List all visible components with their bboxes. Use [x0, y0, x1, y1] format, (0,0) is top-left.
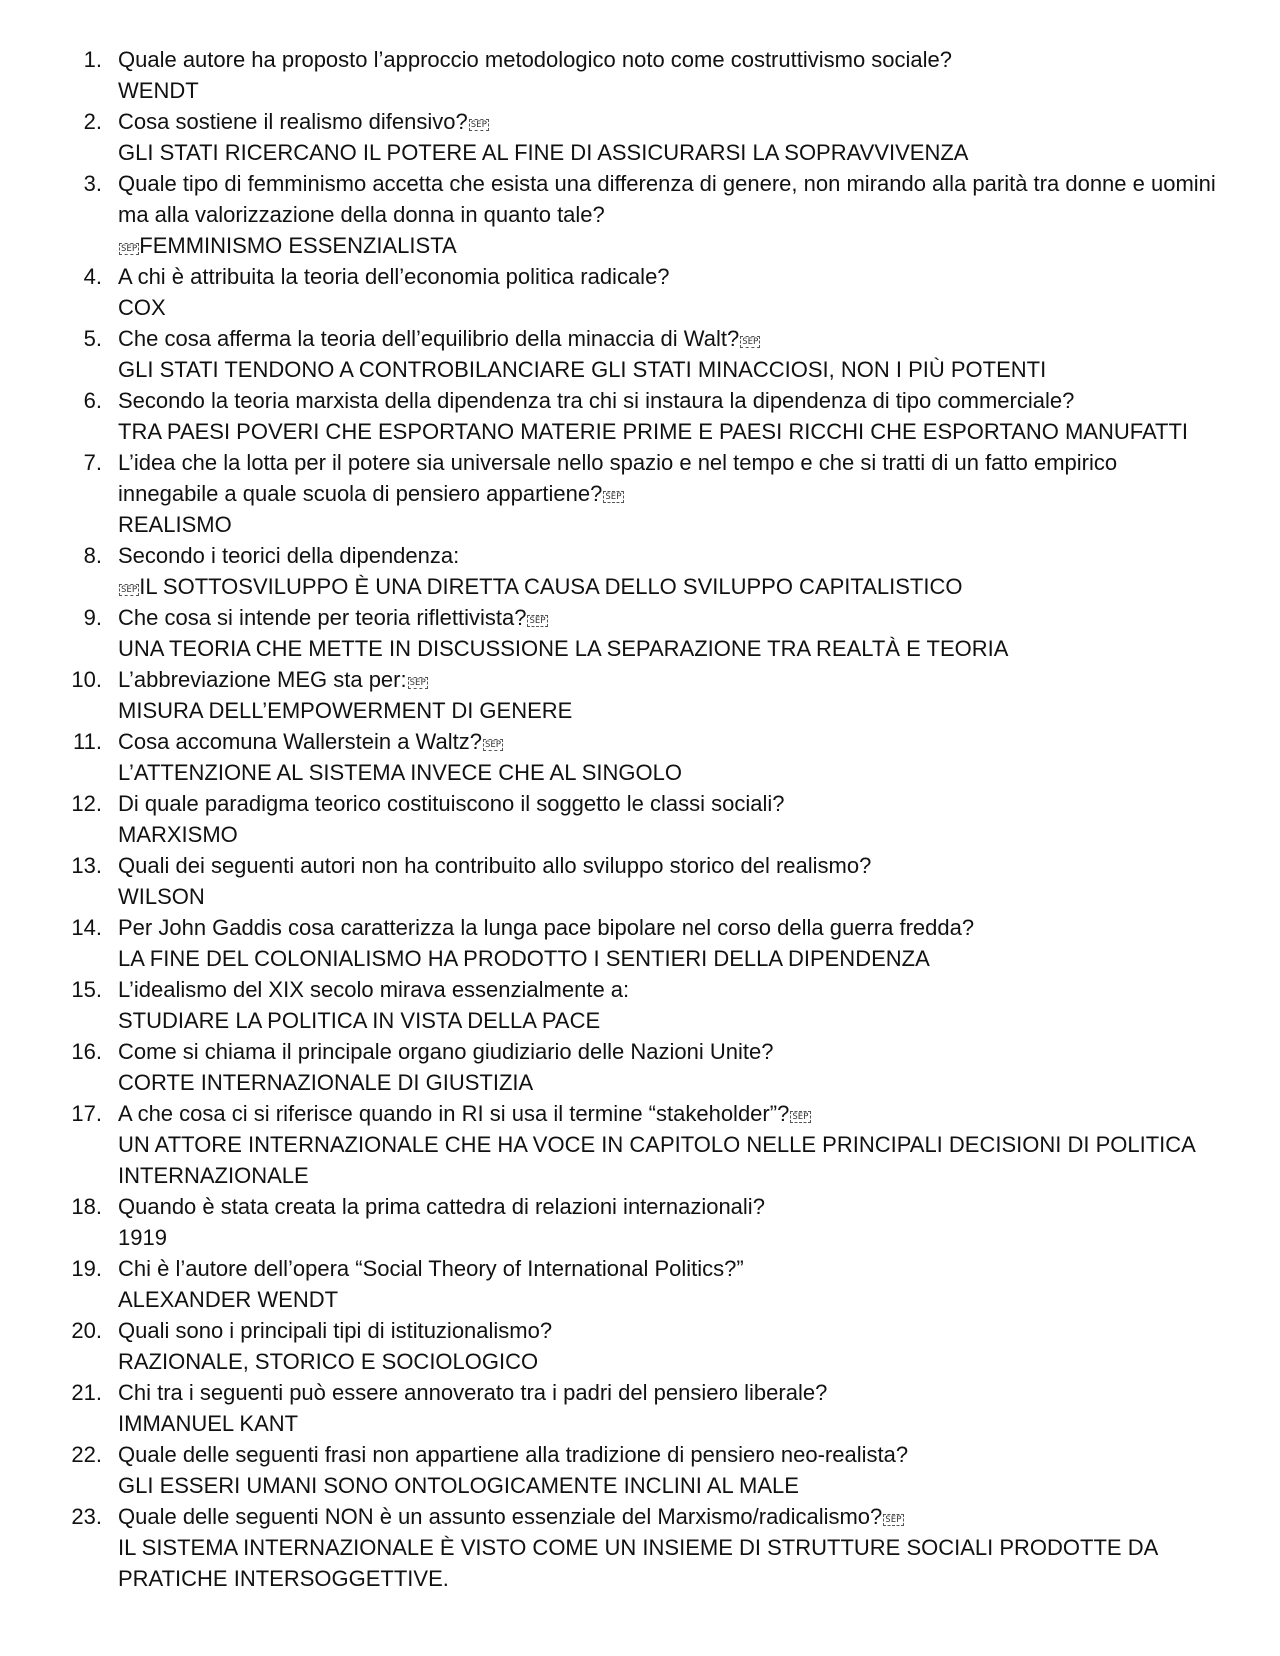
answer-text: FEMMINISMO ESSENZIALISTA — [139, 233, 457, 258]
answer-text: CORTE INTERNAZIONALE DI GIUSTIZIA — [118, 1070, 534, 1095]
question-text: Come si chiama il principale organo giudiziario delle Nazioni Unite? — [118, 1039, 774, 1064]
sep-marker-icon: SEP — [529, 616, 546, 626]
answer-text: IMMANUEL KANT — [118, 1411, 299, 1436]
list-item — [0, 540, 1280, 602]
sep-marker-icon: SEP — [484, 740, 502, 750]
list-item — [0, 602, 1280, 664]
item-number: 14. — [71, 915, 102, 940]
question-line — [118, 664, 1220, 695]
question-line — [118, 1501, 1220, 1532]
list-item — [0, 447, 1280, 540]
item-number: 17. — [71, 1101, 102, 1126]
question-text: Che cosa si intende per teoria riflettivista? — [118, 605, 527, 630]
list-item — [0, 850, 1280, 912]
item-number: 12. — [71, 791, 102, 816]
answer-text: MARXISMO — [118, 822, 238, 847]
question-text: Che cosa afferma la teoria dell’equilibrio della minaccia di Walt? — [118, 326, 740, 351]
list-item — [0, 726, 1280, 788]
item-number: 3. — [83, 171, 102, 196]
list-item — [0, 261, 1280, 323]
answer-text: LA FINE DEL COLONIALISMO HA PRODOTTO I SENTIERI DELLA DIPENDENZA — [118, 946, 930, 971]
list-item — [0, 788, 1280, 850]
question-line — [118, 447, 1220, 509]
answer-text: 1919 — [118, 1225, 167, 1250]
answer-text: WENDT — [118, 78, 199, 103]
answer-text: TRA PAESI POVERI CHE ESPORTANO MATERIE PRIME E PAESI RICCHI CHE ESPORTANO MANUFATTI — [118, 419, 1189, 444]
sep-marker-icon: SEP — [409, 678, 426, 688]
item-number: 10. — [71, 667, 102, 692]
item-number: 8. — [83, 543, 102, 568]
sep-marker-icon: SEP — [605, 492, 622, 502]
list-item — [0, 974, 1280, 1036]
sep-marker-icon: SEP — [470, 120, 487, 130]
question-text: Secondo la teoria marxista della dipendenza tra chi si instaura la dipendenza di tipo commerciale? — [118, 388, 1075, 413]
item-number: 5. — [83, 326, 102, 351]
question-text: Quale tipo di femminismo accetta che esista una differenza di genere, non mirando alla parità tra donne e uomini ma alla valorizzazione della donna in quanto tale? — [118, 171, 1216, 227]
list-item — [0, 664, 1280, 726]
list-item — [0, 912, 1280, 974]
answer-text: COX — [118, 295, 166, 320]
question-line — [118, 106, 1220, 137]
question-list — [0, 44, 1280, 1594]
item-number: 2. — [83, 109, 102, 134]
question-text: L’idea che la lotta per il potere sia universale nello spazio e nel tempo e che si tratti di un fatto empirico innegabile a quale scuola di pensiero appartiene? — [118, 450, 1118, 506]
sep-marker-icon: SEP — [885, 1515, 902, 1525]
list-item — [0, 1191, 1280, 1253]
item-number: 6. — [83, 388, 102, 413]
question-text: Quando è stata creata la prima cattedra di relazioni internazionali? — [118, 1194, 765, 1219]
list-item — [0, 1098, 1280, 1191]
item-number: 19. — [71, 1256, 102, 1281]
answer-text: IL SOTTOSVILUPPO È UNA DIRETTA CAUSA DELLO SVILUPPO CAPITALISTICO — [139, 574, 963, 599]
sep-marker-icon: SEP — [121, 585, 138, 595]
question-text: Quale autore ha proposto l’approccio metodologico noto come costruttivismo sociale? — [118, 47, 953, 72]
item-number: 1. — [83, 47, 102, 72]
question-text: L’idealismo del XIX secolo mirava essenzialmente a: — [118, 977, 630, 1002]
question-text: A chi è attribuita la teoria dell’economia politica radicale? — [118, 264, 670, 289]
answer-text: MISURA DELL’EMPOWERMENT DI GENERE — [118, 698, 573, 723]
question-text: Quale delle seguenti NON è un assunto essenziale del Marxismo/radicalismo? — [118, 1504, 883, 1529]
question-line — [118, 1098, 1220, 1129]
answer-text: GLI STATI TENDONO A CONTROBILANCIARE GLI STATI MINACCIOSI, NON I PIÙ POTENTI — [118, 357, 1047, 382]
sep-marker-icon: SEP — [121, 244, 138, 254]
question-text: Cosa sostiene il realismo difensivo? — [118, 109, 468, 134]
question-line — [118, 726, 1220, 757]
item-number: 18. — [71, 1194, 102, 1219]
answer-text: UN ATTORE INTERNAZIONALE CHE HA VOCE IN CAPITOLO NELLE PRINCIPALI DECISIONI DI POLITICA INTERNAZIONALE — [118, 1132, 1195, 1188]
question-text: Chi tra i seguenti può essere annoverato tra i padri del pensiero liberale? — [118, 1380, 828, 1405]
question-text: Per John Gaddis cosa caratterizza la lunga pace bipolare nel corso della guerra fredda? — [118, 915, 975, 940]
item-number: 20. — [71, 1318, 102, 1343]
item-number: 22. — [71, 1442, 102, 1467]
list-item — [0, 1315, 1280, 1377]
sep-marker-icon: SEP — [742, 337, 759, 347]
document-page — [0, 44, 1280, 1594]
question-text: Chi è l’autore dell’opera “Social Theory of International Politics?” — [118, 1256, 744, 1281]
item-number: 9. — [83, 605, 102, 630]
list-item — [0, 323, 1280, 385]
sep-marker-icon: SEP — [792, 1112, 809, 1122]
question-text: Secondo i teorici della dipendenza: — [118, 543, 460, 568]
question-text: L’abbreviazione MEG sta per: — [118, 667, 407, 692]
list-item — [0, 1253, 1280, 1315]
question-text: Di quale paradigma teorico costituiscono il soggetto le classi sociali? — [118, 791, 785, 816]
answer-text: IL SISTEMA INTERNAZIONALE È VISTO COME UN INSIEME DI STRUTTURE SOCIALI PRODOTTE DA PRATICHE INTERSOGGETTIVE. — [118, 1535, 1158, 1591]
item-number: 4. — [83, 264, 102, 289]
list-item — [0, 1377, 1280, 1439]
item-number: 23. — [71, 1504, 102, 1529]
question-text: Quale delle seguenti frasi non appartiene alla tradizione di pensiero neo-realista? — [118, 1442, 909, 1467]
answer-text: GLI STATI RICERCANO IL POTERE AL FINE DI ASSICURARSI LA SOPRAVVIVENZA — [118, 140, 969, 165]
question-text: Quali dei seguenti autori non ha contribuito allo sviluppo storico del realismo? — [118, 853, 872, 878]
answer-text: ALEXANDER WENDT — [118, 1287, 339, 1312]
item-number: 21. — [71, 1380, 102, 1405]
question-text: Cosa accomuna Wallerstein a Waltz? — [118, 729, 482, 754]
list-item — [0, 168, 1280, 261]
answer-text: REALISMO — [118, 512, 232, 537]
item-number: 16. — [71, 1039, 102, 1064]
list-item — [0, 385, 1280, 447]
list-item — [0, 1439, 1280, 1501]
answer-text: L’ATTENZIONE AL SISTEMA INVECE CHE AL SINGOLO — [118, 760, 683, 785]
question-text: Quali sono i principali tipi di istituzionalismo? — [118, 1318, 553, 1343]
answer-text: STUDIARE LA POLITICA IN VISTA DELLA PACE — [118, 1008, 601, 1033]
answer-text: UNA TEORIA CHE METTE IN DISCUSSIONE LA SEPARAZIONE TRA REALTÀ E TEORIA — [118, 636, 1009, 661]
answer-text: RAZIONALE, STORICO E SOCIOLOGICO — [118, 1349, 539, 1374]
list-item — [0, 1501, 1280, 1594]
item-number: 7. — [83, 450, 102, 475]
answer-text: GLI ESSERI UMANI SONO ONTOLOGICAMENTE INCLINI AL MALE — [118, 1473, 799, 1498]
answer-text: WILSON — [118, 884, 205, 909]
list-item — [0, 1036, 1280, 1098]
answer-line — [118, 571, 1220, 602]
item-number: 15. — [71, 977, 102, 1002]
answer-line — [118, 230, 1220, 261]
list-item — [0, 106, 1280, 168]
item-number: 11. — [73, 729, 102, 754]
question-line — [118, 323, 1220, 354]
list-item — [0, 44, 1280, 106]
question-line — [118, 602, 1220, 633]
question-text: A che cosa ci si riferisce quando in RI si usa il termine “stakeholder”? — [118, 1101, 790, 1126]
item-number: 13. — [71, 853, 102, 878]
